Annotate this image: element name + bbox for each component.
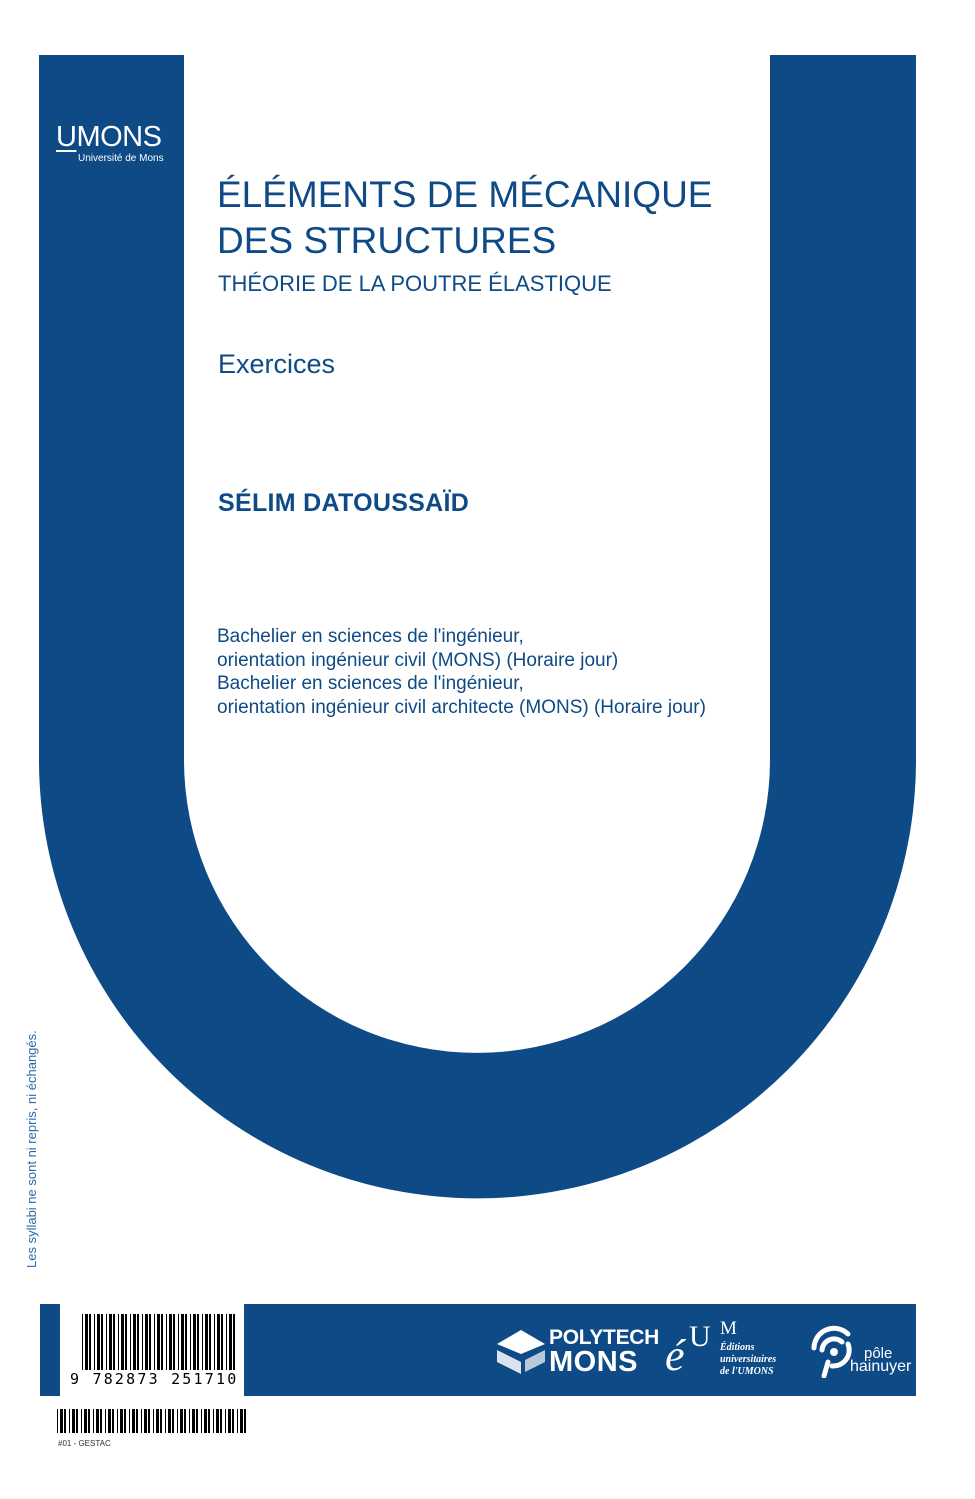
program-line: Bachelier en sciences de l'ingénieur, xyxy=(217,673,524,694)
program-line: orientation ingénieur civil (MONS) (Horaire jour) xyxy=(217,649,619,671)
umons-subtitle: Université de Mons xyxy=(78,153,164,164)
eum-m: M xyxy=(720,1318,737,1339)
umons-logo xyxy=(56,122,164,164)
programs-list xyxy=(217,625,706,719)
isbn-number: 9 782873 251710 xyxy=(70,1370,239,1388)
polytech-line-1: POLYTECH xyxy=(549,1326,660,1349)
title-line-1: ÉLÉMENTS DE MÉCANIQUE xyxy=(217,174,713,215)
polytech-icon xyxy=(495,1324,547,1376)
small-barcode-icon xyxy=(57,1409,249,1435)
document-subtitle: THÉORIE DE LA POUTRE ÉLASTIQUE xyxy=(218,271,612,296)
internal-code: #01 - GESTAC xyxy=(58,1439,111,1448)
title-line-2: DES STRUCTURES xyxy=(217,220,557,261)
program-line: Bachelier en sciences de l'ingénieur, xyxy=(217,626,524,647)
umons-wordmark-u: U xyxy=(56,121,77,153)
eum-e: é xyxy=(665,1331,685,1380)
author-name: SÉLIM DATOUSSAÏD xyxy=(218,489,470,517)
pole-line-2: hainuyer xyxy=(850,1358,912,1375)
eum-u: U xyxy=(689,1320,711,1353)
polytech-line-2: MONS xyxy=(549,1346,638,1378)
document-title xyxy=(217,172,712,264)
eum-text-line: universitaires xyxy=(720,1354,777,1365)
eum-text-line: Éditions xyxy=(720,1342,755,1353)
pole-line-1: pôle xyxy=(864,1345,893,1362)
side-note: Les syllabi ne sont ni repris, ni échangés. xyxy=(24,1030,39,1268)
document-type: Exercices xyxy=(218,349,336,379)
program-line: orientation ingénieur civil architecte (MONS) (Horaire jour) xyxy=(217,696,706,718)
eum-text-line: de l'UMONS xyxy=(720,1366,774,1377)
umons-wordmark-rest: MONS xyxy=(76,121,162,153)
eum-text xyxy=(720,1342,776,1378)
umons-wordmark xyxy=(56,122,164,152)
